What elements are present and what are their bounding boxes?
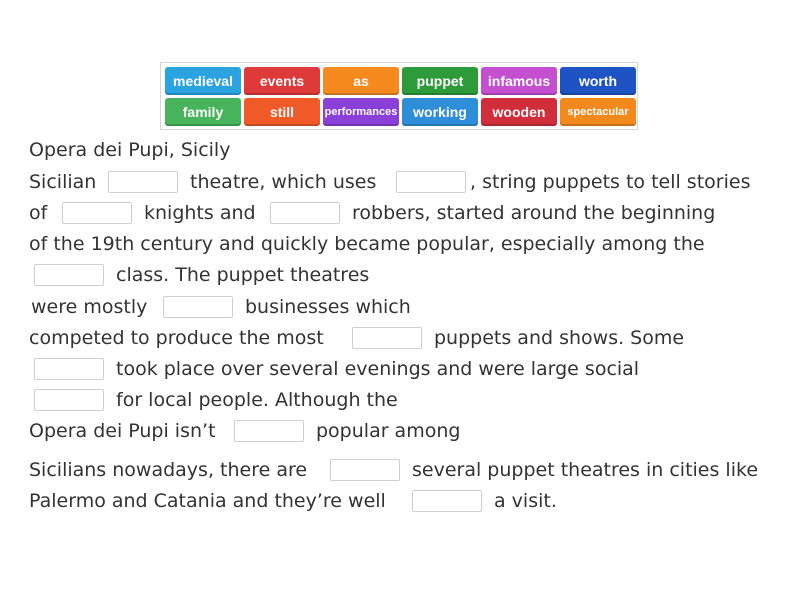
passage-text: several puppet theatres in cities like: [412, 459, 759, 481]
answer-blank-8[interactable]: [34, 358, 104, 380]
word-tile-performances[interactable]: performances: [323, 98, 399, 126]
passage-text: Sicilians nowadays, there are: [29, 459, 308, 481]
answer-blank-9[interactable]: [34, 389, 104, 411]
word-tile-working[interactable]: working: [402, 98, 478, 126]
answer-blank-3[interactable]: [62, 202, 132, 224]
passage-text: businesses which: [245, 296, 411, 318]
passage-text: were mostly: [31, 296, 148, 318]
word-tile-wooden[interactable]: wooden: [481, 98, 557, 126]
word-tile-family[interactable]: family: [165, 98, 241, 126]
word-tile-infamous[interactable]: infamous: [481, 67, 557, 95]
passage-text: a visit.: [494, 490, 557, 512]
answer-blank-7[interactable]: [352, 327, 422, 349]
answer-blank-5[interactable]: [34, 264, 104, 286]
word-tile-spectacular[interactable]: spectacular: [560, 98, 636, 126]
passage-title: Opera dei Pupi, Sicily: [29, 139, 231, 161]
answer-blank-1[interactable]: [108, 171, 178, 193]
answer-blank-10[interactable]: [234, 420, 304, 442]
word-tile-events[interactable]: events: [244, 67, 320, 95]
answer-blank-11[interactable]: [330, 459, 400, 481]
passage-text: theatre, which uses: [190, 171, 377, 193]
passage-text: knights and: [144, 202, 256, 224]
answer-blank-2[interactable]: [396, 171, 466, 193]
passage-text: Opera dei Pupi isn’t: [29, 420, 216, 442]
passage-text: popular among: [316, 420, 461, 442]
passage-text: for local people. Although the: [116, 389, 398, 411]
passage-text: robbers, started around the beginning: [352, 202, 716, 224]
passage-text: took place over several evenings and were large social: [116, 358, 640, 380]
word-tile-still[interactable]: still: [244, 98, 320, 126]
passage-text: of: [29, 202, 48, 224]
passage-text: Sicilian: [29, 171, 97, 193]
passage-text: puppets and shows. Some: [434, 327, 685, 349]
word-tile-medieval[interactable]: medieval: [165, 67, 241, 95]
passage-text: competed to produce the most: [29, 327, 324, 349]
word-tile-as[interactable]: as: [323, 67, 399, 95]
word-tile-puppet[interactable]: puppet: [402, 67, 478, 95]
answer-blank-4[interactable]: [270, 202, 340, 224]
passage-text: Palermo and Catania and they’re well: [29, 490, 386, 512]
word-bank: [160, 62, 638, 130]
word-tile-worth[interactable]: worth: [560, 67, 636, 95]
answer-blank-6[interactable]: [163, 296, 233, 318]
passage-text: of the 19th century and quickly became popular, especially among the: [29, 233, 705, 255]
answer-blank-12[interactable]: [412, 490, 482, 512]
passage-text: class. The puppet theatres: [116, 264, 370, 286]
passage-text: , string puppets to tell stories: [470, 171, 751, 193]
